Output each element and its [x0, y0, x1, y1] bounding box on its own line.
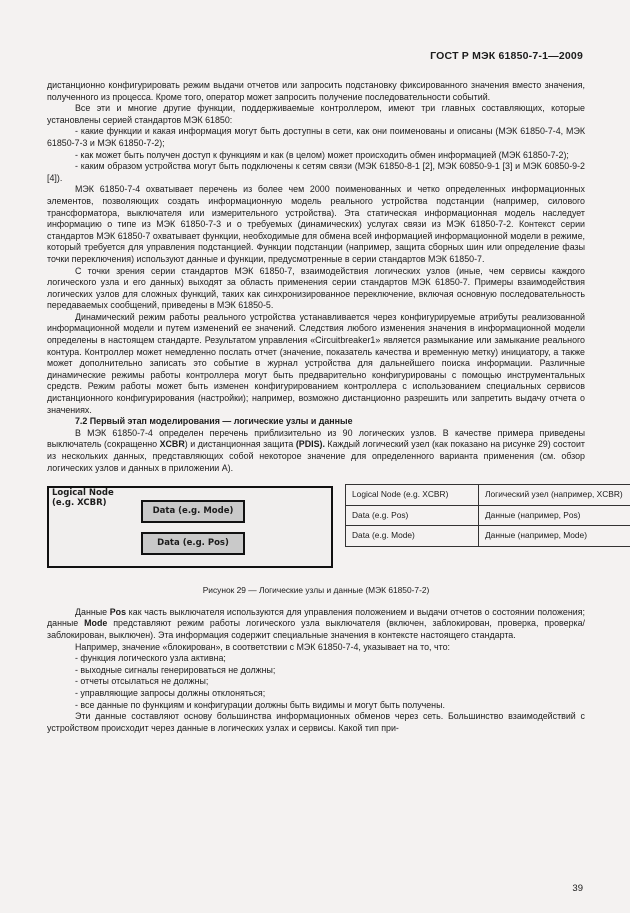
figure-caption: Рисунок 29 — Логические узлы и данные (МЭК 61850-7-2) — [202, 585, 430, 596]
bold-term: (PDIS). — [295, 439, 325, 450]
paragraph — [47, 607, 585, 642]
figure-29 — [47, 484, 623, 584]
data-pos-box: Data (e.g. Pos) — [141, 532, 245, 555]
table-row — [346, 485, 630, 506]
data-mode-box: Data (e.g. Mode) — [141, 500, 245, 523]
section-heading: 7.2 Первый этап моделирования — логические узлы и данные — [75, 416, 353, 427]
table-row — [346, 526, 630, 547]
page-body — [47, 80, 623, 734]
table-cell: Данные (например, Mode) — [479, 526, 630, 547]
list-item: - отчеты отсылаться не должны; — [75, 676, 209, 687]
paragraph: МЭК 61850-7-4 охватывает перечень из более чем 2000 поименованных и четко определенных информационных элементов, позволяющих создать информационную модель реального устройства подстанции (например, силового трансформатора, выключателя или измерительного устройства). Эта статическая информационная модель наследует информацию о типе из МЭК 61850-7-3 и о требуемых (динамических) услугах связи из МЭК 61850-7-2. Контекст серии стандартов МЭК 61850-7 охватывает функции, необходимые для обмена всей информацией информационной модели в режиме, который требуется для управления подстанцией. Функции подстанции (например, защита сборных шин или определение фазы точки переключения) используют данные и функции, предусмотренные в серии стандартов МЭК 61850-7. — [47, 184, 585, 264]
paragraph: С точки зрения серии стандартов МЭК 61850-7, взаимодействия логических узлов (иные, чем сервисы каждого логического узла и его данных) выходят за область применения серии стандартов МЭК 61850-7. Примеры взаимодействия логических узлов для сложных функций, таких как синхронизированное переключение, включая основную последовательность передаваемых сообщений, приведены в МЭК 61850-5. — [47, 265, 585, 311]
bold-term: XCBR — [159, 439, 185, 450]
text-run: В МЭК 61850-7-4 определен перечень приблизительно из 90 логических узлов. В качестве примера приведены выключатель (сокращенно — [47, 427, 585, 450]
paragraph: Динамический режим работы реального устройства устанавливается через конфигурируемые атрибуты реализованной информационной модели и путем изменений ее значений. Следствия любого изменения значения в информационной модели определены в настоящем стандарте. Результатом управления «Circuitbreaker1» является размыкание или замыкание реального контура. Контроллер может немедленно послать отчет (значение, показатель качества и временную метку) инициатору, а также может дополнительно записать это событие в журнал устройства для дальнейшего поиска информации. Различные динамические режимы работы контроллера могут быть предварительно конфигурированы с помощью инструментальных средств. Режим работы может быть изменен конфигурированием контроллера с использованием специальных сервисов дистанционного конфигурирования (настройки); например, возможно дистанционно разрешить или запретить выдачу отчета о значениях. — [47, 311, 585, 415]
bold-term: Pos — [109, 606, 127, 617]
page-number: 39 — [572, 883, 583, 894]
list-item: - каким образом устройства могут быть подключены к сетям связи (МЭК 61850-8-1 [2], МЭК 60850-9-1 [3] и МЭК 60850-9-2 [4]). — [47, 161, 585, 183]
table-cell: Logical Node (e.g. XCBR) — [346, 485, 479, 506]
table-cell: Логический узел (например, XCBR) — [479, 485, 630, 506]
table-cell: Данные (например, Pos) — [479, 505, 630, 526]
table-cell: Data (e.g. Mode) — [346, 526, 479, 547]
list-item: - управляющие запросы должны отклоняться; — [75, 687, 266, 698]
text-run: ) и дистанционная защита — [184, 439, 296, 450]
logical-node-title — [52, 489, 114, 508]
paragraph: Все эти и многие другие функции, поддерживаемые контроллером, имеют три главных составляющих, которые установлены серией стандартов МЭК 61850: — [47, 103, 585, 125]
list-item: - какие функции и какая информация могут быть доступны в сети, как они поименованы и описаны (МЭК 61850-7-4, МЭК 61850-7-3 и МЭК 61850-7-2); — [47, 126, 585, 148]
document-header: ГОСТ Р МЭК 61850-7-1—2009 — [430, 50, 583, 62]
text-run: представляют режим работы логического узла выключателя (включен, заблокирован, проверка, проверка/заблокирован, выключен). Эта информация содержит специальные значения в контексте настоящего стандарта. — [47, 618, 585, 640]
logical-node-title-line2: (e.g. XCBR) — [52, 497, 107, 508]
section-intro — [47, 428, 585, 474]
table-row — [346, 505, 630, 526]
list-item: - функция логического узла активна; — [75, 653, 226, 664]
text-run: как часть выключателя используются для управления положением и выдачи отчетов о состоянии положения; данные — [47, 606, 585, 629]
list-item: - выходные сигналы генерироваться не должны; — [75, 664, 276, 675]
bold-term: Mode — [84, 618, 108, 629]
paragraph: дистанционно конфигурировать режим выдачи отчетов или запросить подстановку фиксированного значения вместо значения, полученного из процесса. Кроме того, оператор может запросить получение последовательности событий. — [47, 80, 585, 102]
list-item: - как может быть получен доступ к функциям и как (в целом) может происходить обмен информацией (МЭК 61850-7-2); — [75, 149, 569, 160]
text-run: Каждый логический узел (как показано на рисунке 29) состоит из нескольких данных, представляющих собой некоторое значение для определенного варианта применения (см. обзор логических узлов и данных в приложении А). — [47, 439, 585, 473]
figure-legend-table — [345, 484, 630, 547]
paragraph: Например, значение «блокирован», в соответствии с МЭК 61850-7-4, указывает на то, что: — [75, 641, 450, 652]
logical-node-box — [47, 486, 333, 568]
table-cell: Data (e.g. Pos) — [346, 505, 479, 526]
text-run: Данные — [75, 606, 110, 617]
paragraph: Эти данные составляют основу большинства информационных обменов через сеть. Большинство взаимодействий с устройством происходит через данные в логических узлах и сервисы. Какой тип при- — [47, 711, 585, 733]
list-item: - все данные по функциям и конфигурации должны быть видимы и могут быть получены. — [75, 699, 445, 710]
logical-node-title-line1: Logical Node — [52, 488, 114, 499]
